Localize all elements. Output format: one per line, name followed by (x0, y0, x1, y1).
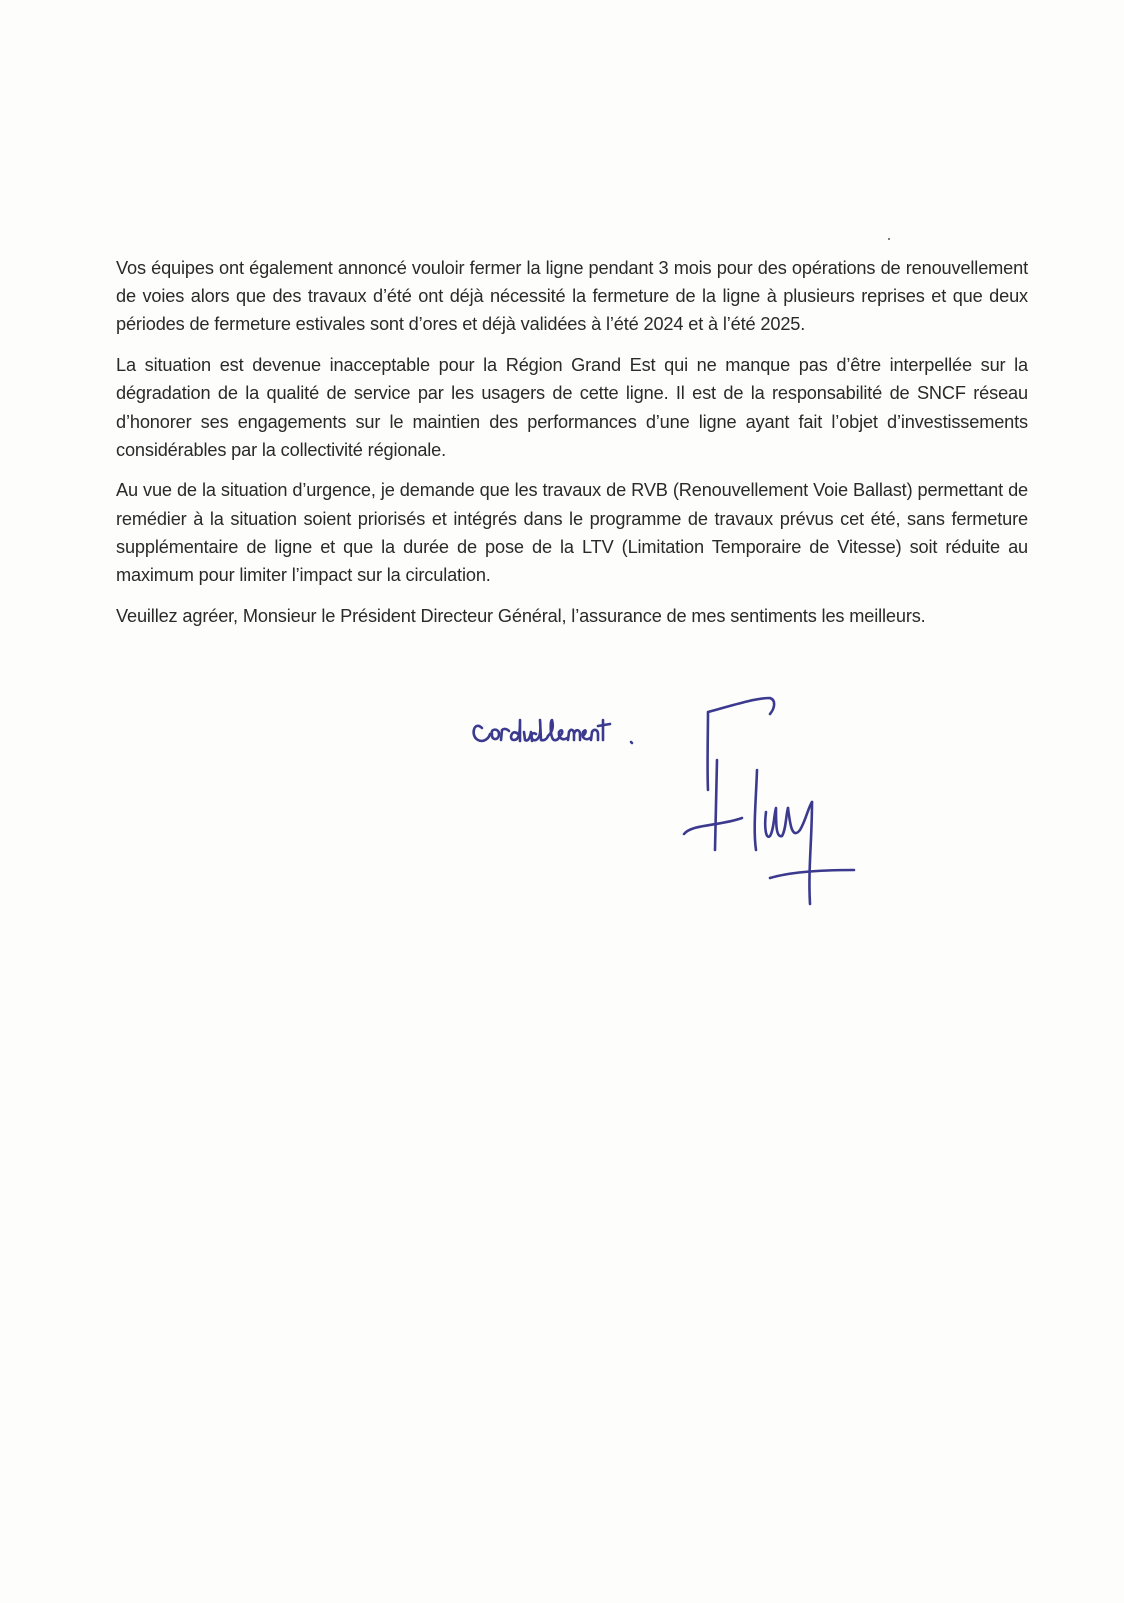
handwritten-closing-glyphs (474, 720, 632, 743)
signature-drawing (470, 690, 890, 920)
letter-body (116, 254, 1028, 642)
paragraph-situation-unacceptable: La situation est devenue inacceptable pour la Région Grand Est qui ne manque pas d’être interpellée sur la dégradation de la qualité de service par les usagers de cette ligne. Il est de la responsabilité de SNCF réseau d’honorer ses engagements sur le maintien des performances d’une ligne ayant fait l’objet d’investissements considérables par la collectivité régionale. (116, 355, 1028, 460)
signature-glyphs (684, 698, 854, 904)
paragraph-formal-closing: Veuillez agréer, Monsieur le Président Directeur Général, l’assurance de mes sentiments les meilleurs. (116, 605, 926, 626)
handwritten-signature-block (470, 690, 890, 920)
scan-speck (888, 238, 890, 240)
paragraph-track-closure: Vos équipes ont également annoncé vouloir fermer la ligne pendant 3 mois pour des opérations de renouvellement de voies alors que des travaux d’été ont déjà nécessité la fermeture de la ligne à plusieurs reprises et que deux périodes de fermeture estivales sont d’ores et déjà validées à l’été 2024 et à l’été 2025. (116, 258, 1028, 335)
paragraph-rvb-request: Au vue de la situation d’urgence, je demande que les travaux de RVB (Renouvellement Voie Ballast) permettant de remédier à la situation soient priorisés et intégrés dans le programme de travaux prévus cet été, sans fermeture supplémentaire de ligne et que la durée de pose de la LTV (Limitation Temporaire de Vitesse) soit réduite au maximum pour limiter l’impact sur la circulation. (116, 480, 1028, 586)
